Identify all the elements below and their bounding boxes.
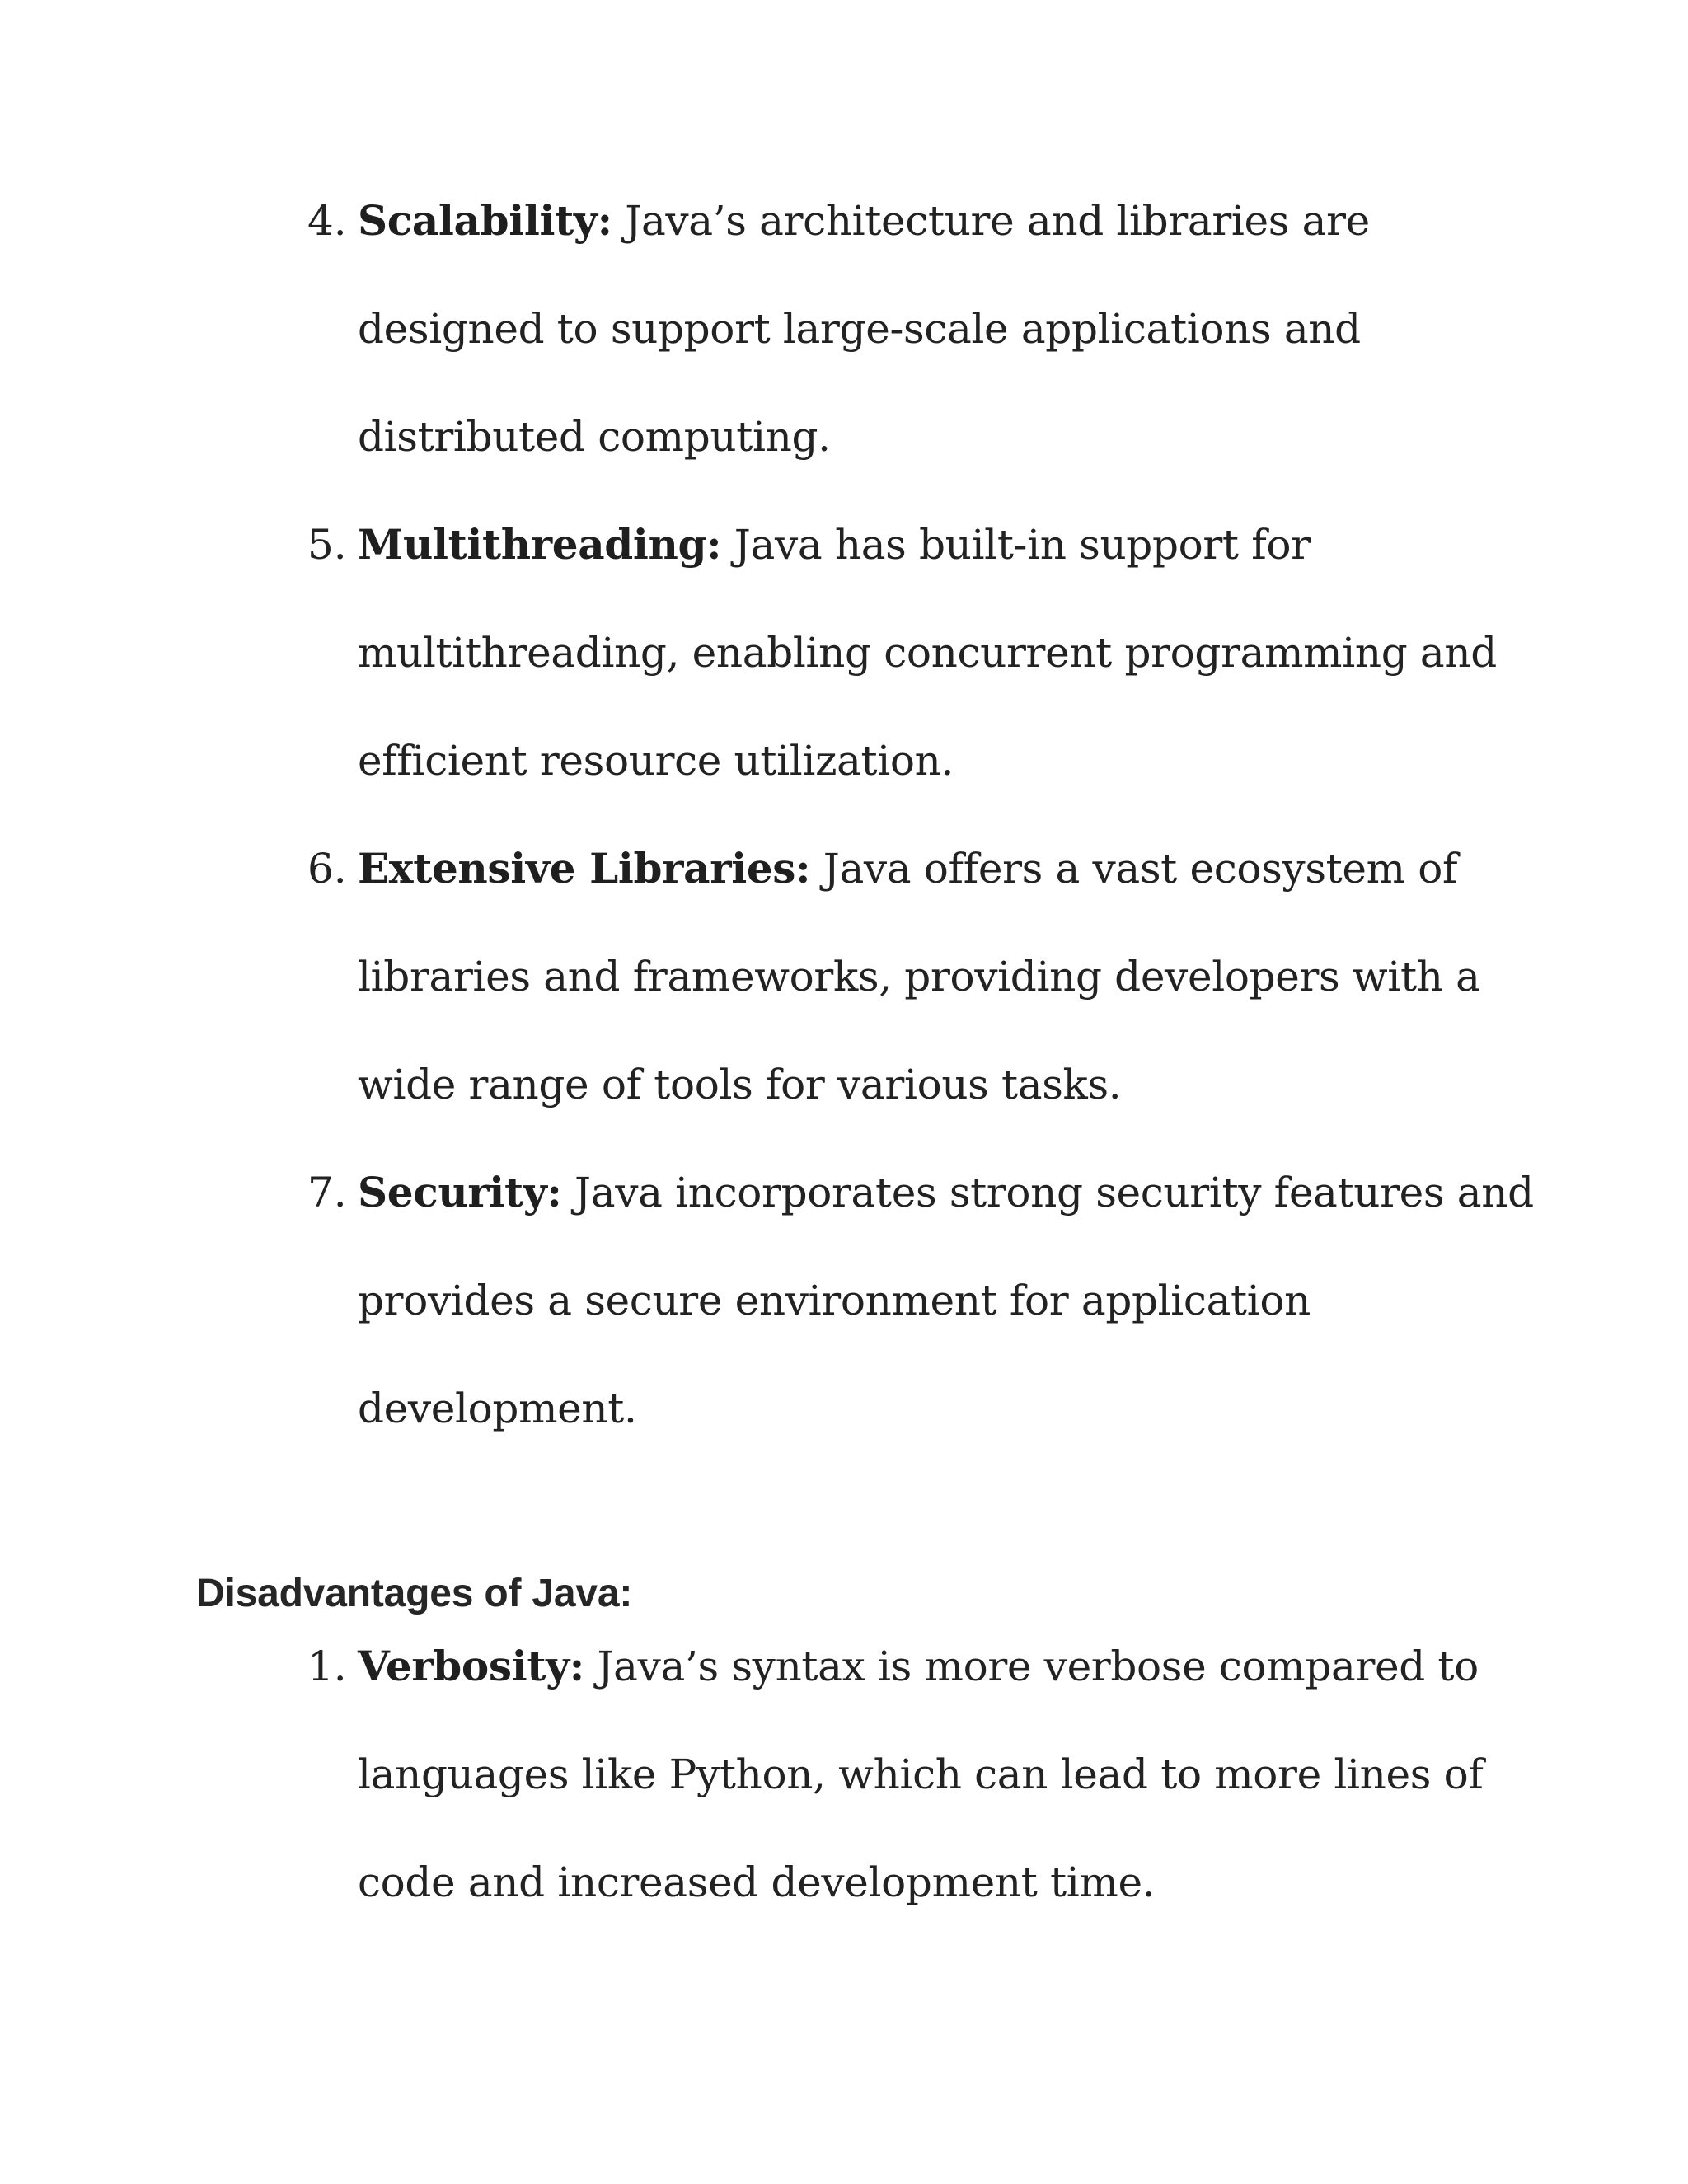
list-item-text: Java offers a vast ecosystem of — [810, 845, 1458, 893]
list-number: 5. — [307, 521, 347, 569]
list-item-term: Scalability: — [358, 196, 612, 245]
list-item-text-line: multithreading, enabling concurrent programming and — [358, 629, 1497, 677]
list-item-text-line: development. — [358, 1385, 637, 1432]
list-item-text: Java incorporates strong security features and — [561, 1169, 1534, 1216]
list-item-text: Java’s syntax is more verbose compared to — [584, 1643, 1479, 1690]
list-item-text-line: efficient resource utilization. — [358, 737, 954, 785]
list-item-text-line: code and increased development time. — [358, 1858, 1156, 1906]
list-number: 1. — [307, 1643, 347, 1690]
list-item-first-line — [358, 1168, 1534, 1217]
list-item-text-line: wide range of tools for various tasks. — [358, 1061, 1122, 1108]
list-number: 7. — [307, 1169, 347, 1216]
list-item-first-line — [358, 1642, 1479, 1691]
list-item-first-line — [358, 520, 1311, 569]
list-item-first-line — [358, 844, 1457, 893]
list-item-term: Security: — [358, 1168, 562, 1216]
list-item-term: Extensive Libraries: — [358, 844, 811, 893]
list-number: 6. — [307, 845, 347, 893]
list-item-first-line — [358, 196, 1370, 246]
list-number: 4. — [307, 197, 347, 245]
section-heading-disadvantages: Disadvantages of Java: — [196, 1572, 633, 1615]
list-item-text: Java has built-in support for — [721, 521, 1311, 569]
list-item-text: Java’s architecture and libraries are — [612, 197, 1370, 245]
list-item-text-line: provides a secure environment for application — [358, 1277, 1311, 1324]
list-item-text-line: distributed computing. — [358, 413, 831, 461]
list-item-text-line: libraries and frameworks, providing developers with a — [358, 953, 1480, 1001]
list-item-term: Verbosity: — [358, 1642, 584, 1690]
list-item-term: Multithreading: — [358, 520, 722, 569]
list-item-text-line: designed to support large-scale applications and — [358, 305, 1361, 353]
list-item-text-line: languages like Python, which can lead to more lines of — [358, 1750, 1484, 1798]
